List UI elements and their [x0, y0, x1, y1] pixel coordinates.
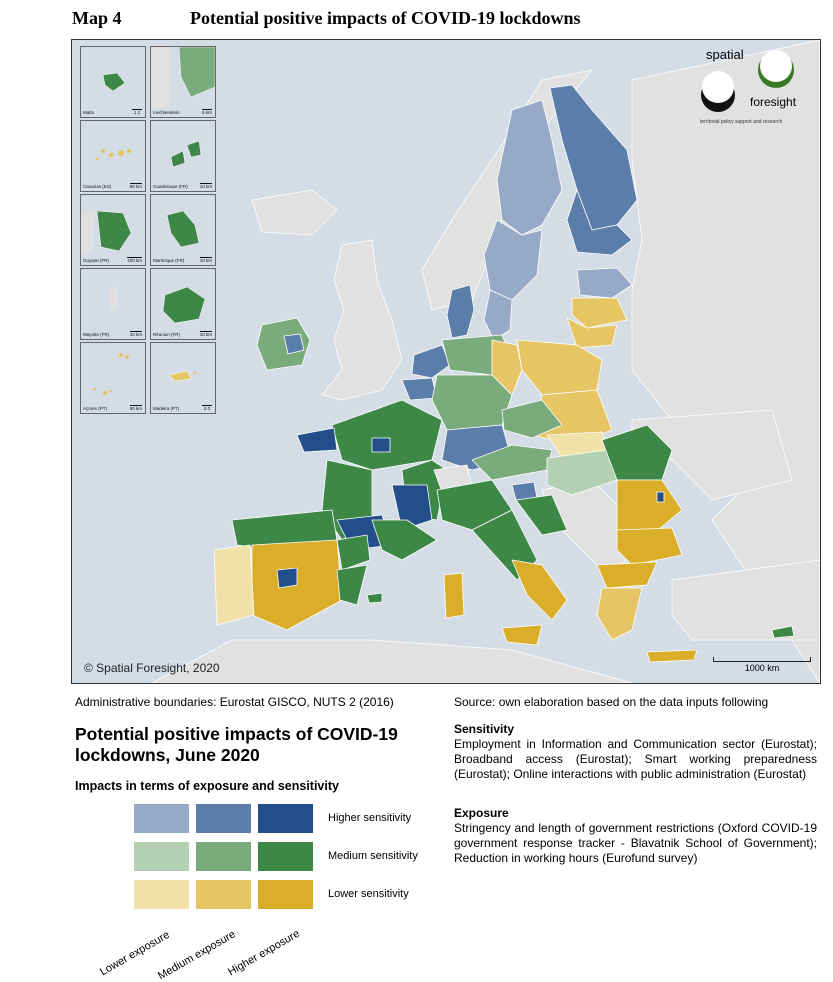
region-uk — [322, 240, 402, 400]
region-madrid — [277, 568, 297, 588]
region-belgium — [402, 378, 437, 400]
region-valencia — [337, 565, 367, 605]
inset-label: Guyane (FR) — [83, 258, 110, 263]
logo-word-foresight: foresight — [750, 95, 797, 109]
inset-scale: 50 km — [129, 184, 142, 189]
inset-label: Madeira (PT) — [153, 406, 180, 411]
logo-word-spatial: spatial — [706, 47, 744, 62]
admin-boundaries-note: Administrative boundaries: Eurostat GISCO, NUTS 2 (2016) — [75, 695, 394, 709]
exposure-heading: Exposure — [454, 806, 509, 820]
inset-martinique — [150, 194, 216, 266]
inset-label: Réunion (FR) — [153, 332, 181, 337]
region-finland-north — [550, 85, 637, 230]
inset-scale: 100 km — [127, 258, 142, 263]
region-greece-south — [597, 588, 642, 640]
legend-swatch-med-sens-low-exp — [134, 842, 189, 871]
region-ireland-east — [284, 334, 304, 354]
inset-guadeloupe — [150, 120, 216, 192]
legend-swatch-low-sens-med-exp — [196, 880, 251, 909]
inset-madeira — [150, 342, 216, 414]
region-north-africa — [152, 640, 632, 683]
inset-liechtenstein — [150, 46, 216, 118]
legend-swatch-high-sens-high-exp — [258, 804, 313, 833]
inset-scale: 2 0 — [203, 406, 211, 411]
inset-scale: 1 2 — [133, 110, 141, 115]
region-catalonia — [337, 535, 370, 570]
inset-scale: 10 km — [129, 332, 142, 337]
inset-malta — [80, 46, 146, 118]
legend-swatch-high-sens-med-exp — [196, 804, 251, 833]
region-poland-north — [517, 340, 602, 395]
scale-bar — [713, 657, 811, 673]
region-sweden-mid — [484, 220, 542, 300]
region-greece-north — [597, 562, 657, 588]
legend-title: Potential positive impacts of COVID-19 lockdowns, June 2020 — [75, 724, 398, 765]
sensitivity-block — [454, 722, 817, 782]
inset-scale: 5 km — [202, 110, 212, 115]
source-note: Source: own elaboration based on the data inputs following — [454, 695, 769, 709]
inset-guyane — [80, 194, 146, 266]
exposure-block — [454, 806, 817, 866]
logo-tagline: territorial policy support and research — [700, 119, 783, 125]
map-number: Map 4 — [72, 8, 122, 28]
legend-subtitle: Impacts in terms of exposure and sensitivity — [75, 779, 339, 793]
region-iceland — [252, 190, 337, 235]
region-denmark — [447, 285, 474, 338]
legend-swatch-med-sens-med-exp — [196, 842, 251, 871]
inset-canarias — [80, 120, 146, 192]
legend-col-medium-exposure: Medium exposure — [156, 928, 238, 982]
legend-row-medium-sensitivity: Medium sensitivity — [328, 850, 418, 862]
region-portugal — [214, 545, 254, 625]
legend-swatch-low-sens-high-exp — [258, 880, 313, 909]
copyright: © Spatial Foresight, 2020 — [84, 661, 220, 675]
scale-bar-line — [713, 657, 811, 662]
region-turkey — [672, 560, 820, 640]
legend-row-higher-sensitivity: Higher sensitivity — [328, 812, 412, 824]
region-sardinia — [444, 573, 464, 618]
region-sicily — [502, 625, 542, 645]
legend-row-lower-sensitivity: Lower sensitivity — [328, 888, 409, 900]
map-title: Potential positive impacts of COVID-19 lockdowns — [190, 8, 581, 28]
region-romania-south — [617, 480, 682, 535]
inset-label: Malta — [83, 110, 95, 115]
region-paris — [372, 438, 390, 452]
legend-col-lower-exposure: Lower exposure — [98, 928, 172, 979]
inset-label: Açores (PT) — [83, 406, 108, 411]
map-heading — [72, 8, 581, 29]
inset-reunion — [150, 268, 216, 340]
region-crete — [647, 650, 697, 662]
inset-scale: 10 km — [199, 184, 212, 189]
region-estonia — [577, 268, 632, 298]
sensitivity-heading: Sensitivity — [454, 722, 515, 736]
legend-swatch-med-sens-high-exp — [258, 842, 313, 871]
region-france-north — [332, 400, 442, 470]
inset-label: Guadeloupe (FR) — [153, 184, 188, 189]
exposure-text: Stringency and length of government restrictions (Oxford COVID-19 government response tracker - Blavatnik School of Government); Reduction in working hours (Eurofund survey) — [454, 821, 817, 865]
region-bretagne — [297, 428, 337, 452]
region-sweden-north — [497, 100, 562, 235]
inset-scale: 10 km — [199, 258, 212, 263]
legend-col-higher-exposure: Higher exposure — [226, 927, 302, 979]
inset-label: Liechtenstein — [153, 110, 180, 115]
scale-bar-label: 1000 km — [744, 663, 780, 673]
spatial-foresight-logo — [698, 45, 813, 125]
region-italy-south — [512, 560, 567, 620]
inset-azores — [80, 342, 146, 414]
inset-scale: 50 km — [129, 406, 142, 411]
region-france-south — [372, 520, 437, 560]
region-hungary — [547, 450, 617, 495]
region-balearic — [367, 593, 382, 603]
sensitivity-text: Employment in Information and Communication sector (Eurostat); Broadband access (Eurostat); Smart working preparedness (Eurostat); Online interactions with public administration (Eurostat) — [454, 737, 817, 781]
region-bulgaria — [617, 528, 682, 565]
inset-label: Martinique (FR) — [153, 258, 185, 263]
map-frame — [71, 39, 821, 684]
legend-swatch-high-sens-low-exp — [134, 804, 189, 833]
region-latvia — [572, 298, 627, 328]
inset-label: Mayotte (FR) — [83, 332, 110, 337]
inset-scale: 10 km — [199, 332, 212, 337]
legend-swatch-low-sens-low-exp — [134, 880, 189, 909]
inset-mayotte — [80, 268, 146, 340]
region-bucharest — [657, 492, 664, 502]
inset-label: Canarias (ES) — [83, 184, 112, 189]
